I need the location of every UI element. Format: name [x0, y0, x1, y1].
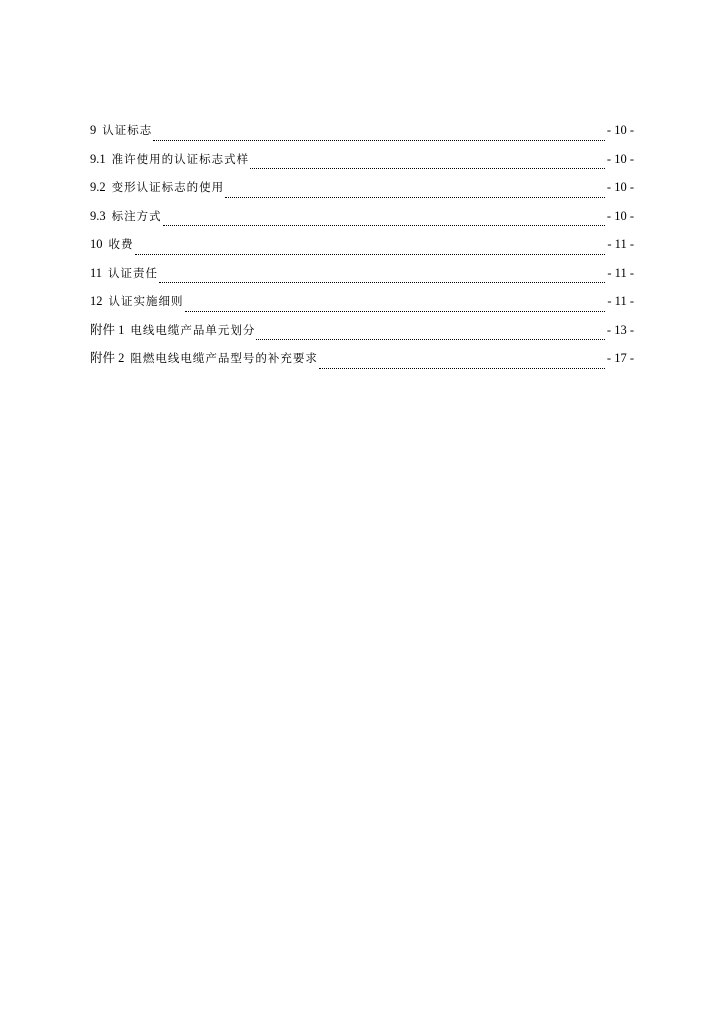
- toc-entry-title: 收费: [108, 237, 134, 251]
- toc-dot-leader: [135, 254, 606, 255]
- toc-entry-page: - 11 -: [607, 294, 634, 308]
- toc-entry[interactable]: [90, 177, 634, 206]
- toc-entry-number: 9.3: [90, 208, 106, 223]
- toc-entry-page: - 10 -: [606, 123, 634, 137]
- toc-entry-number: 12: [90, 294, 103, 308]
- toc-entry-page: - 13 -: [606, 322, 634, 337]
- toc-entry[interactable]: [90, 320, 634, 349]
- toc-entry-title: 认证标志: [102, 123, 153, 137]
- toc-entry-number: 9.1: [90, 151, 106, 166]
- toc-entry-page: - 11 -: [607, 237, 634, 251]
- toc-dot-leader: [159, 282, 605, 283]
- toc-entry-number: 11: [90, 265, 103, 280]
- toc-entry[interactable]: [90, 348, 634, 377]
- toc-dot-leader: [256, 339, 605, 340]
- toc-entry-title: 变形认证标志的使用: [111, 180, 225, 194]
- toc-entry[interactable]: [90, 263, 634, 292]
- toc-entry-number: 9: [90, 123, 97, 137]
- toc-entry[interactable]: [90, 206, 634, 235]
- toc-entry-title: 标注方式: [111, 208, 162, 223]
- toc-entry-number: 10: [90, 237, 103, 251]
- toc-entry-title: 认证实施细则: [108, 294, 184, 308]
- toc-entry-page: - 17 -: [606, 351, 634, 365]
- toc-entry-title: 认证责任: [108, 265, 159, 280]
- toc-entry-number: 附件 1: [90, 322, 125, 337]
- toc-entry-page: - 10 -: [606, 180, 634, 194]
- toc-entry[interactable]: [90, 291, 634, 320]
- toc-entry-number: 9.2: [90, 180, 106, 194]
- toc-entry-page: - 10 -: [606, 151, 634, 166]
- toc-dot-leader: [153, 140, 605, 141]
- toc-dot-leader: [250, 168, 605, 169]
- toc-dot-leader: [225, 197, 605, 198]
- toc-entry-title: 电线电缆产品单元划分: [130, 322, 256, 337]
- toc-entry-page: - 11 -: [607, 265, 634, 280]
- toc-entry-title: 阻燃电线电缆产品型号的补充要求: [130, 351, 318, 365]
- toc-entry-page: - 10 -: [606, 208, 634, 223]
- toc-dot-leader: [185, 311, 606, 312]
- toc-dot-leader: [319, 368, 605, 369]
- toc-entry[interactable]: [90, 149, 634, 178]
- table-of-contents: [90, 120, 634, 377]
- toc-entry[interactable]: [90, 234, 634, 263]
- toc-entry[interactable]: [90, 120, 634, 149]
- toc-dot-leader: [163, 225, 605, 226]
- toc-entry-number: 附件 2: [90, 351, 125, 365]
- toc-entry-title: 准许使用的认证标志式样: [111, 151, 250, 166]
